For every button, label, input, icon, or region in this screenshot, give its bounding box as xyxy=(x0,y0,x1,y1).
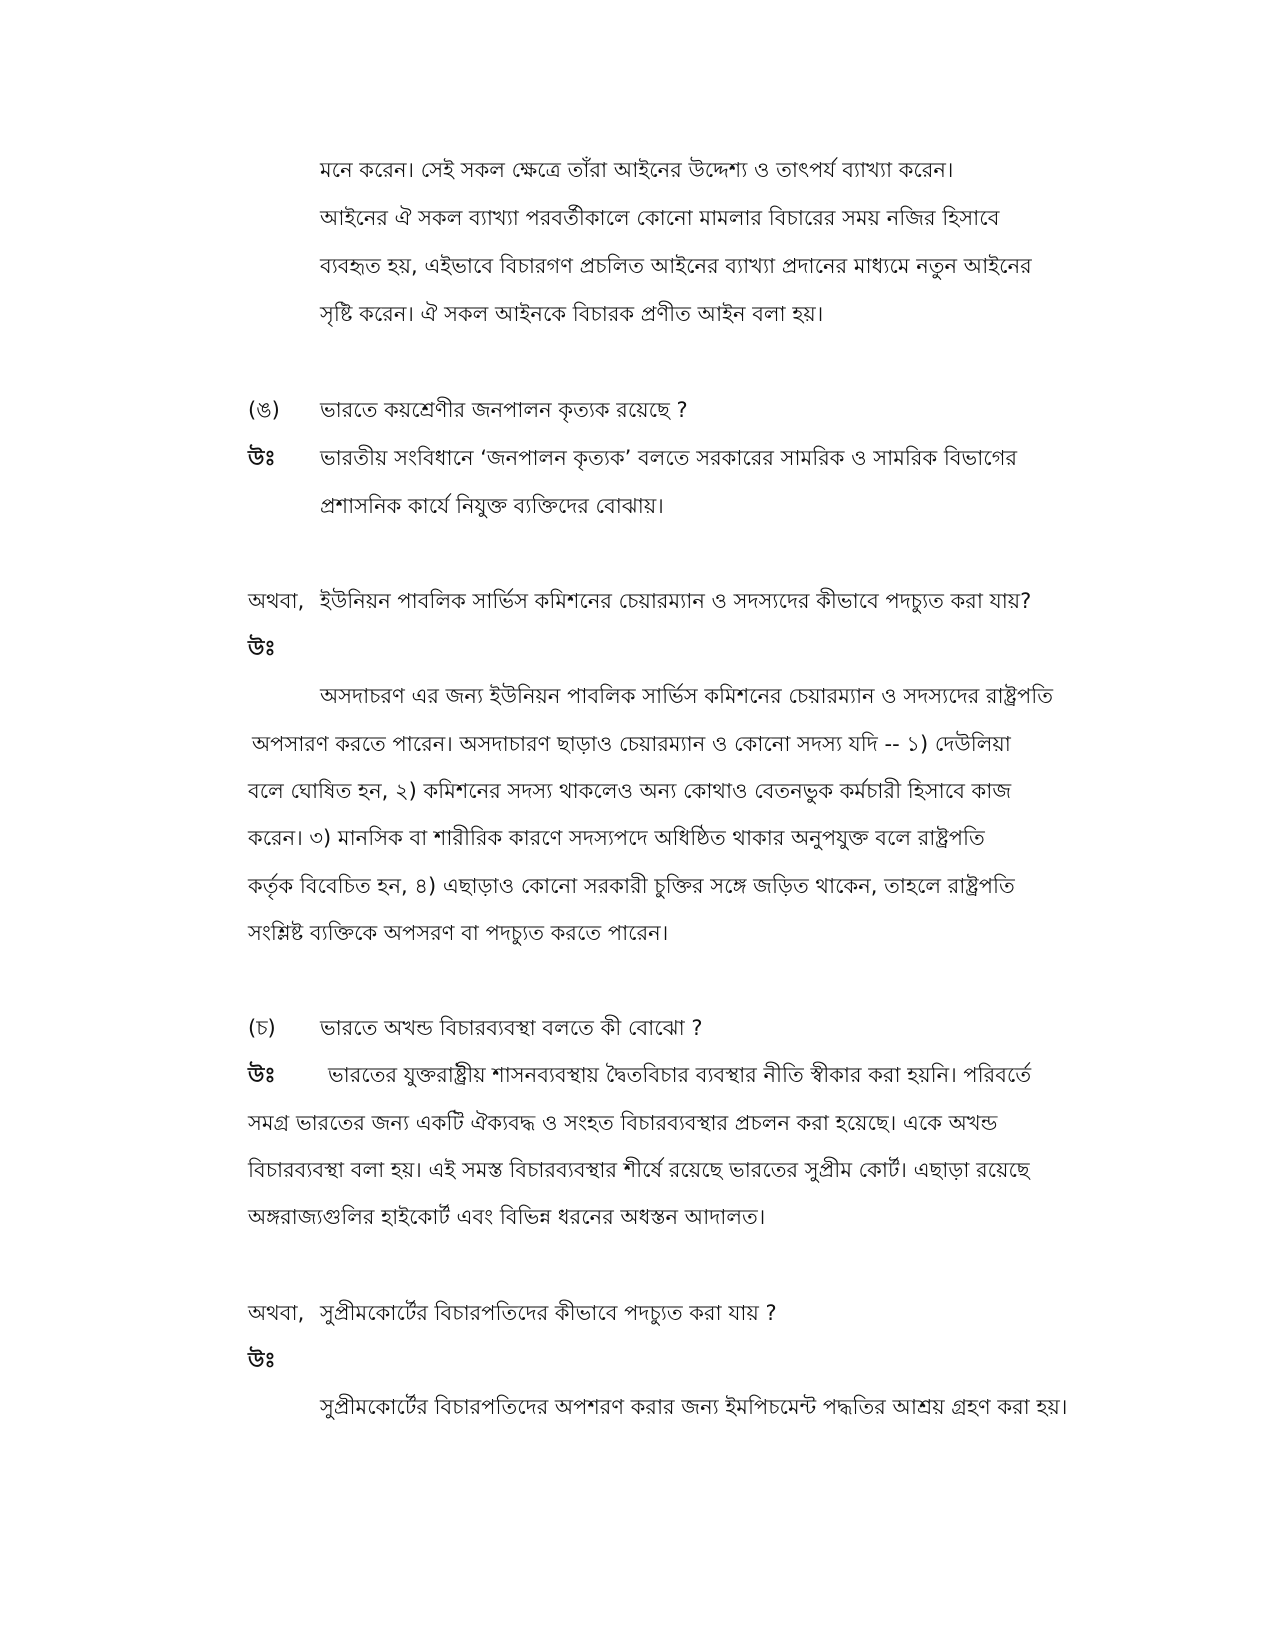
or-prefix: অথবা, xyxy=(248,1301,305,1325)
answer-line: বিচারব্যবস্থা বলা হয়। এই সমস্ত বিচারব্যবস্থার শীর্ষে রয়েছে ভারতের সুপ্রীম কোর্ট। এছাড়া রয়েছে xyxy=(248,1158,1030,1182)
answer-label: উঃ xyxy=(248,1348,276,1372)
answer-line: সমগ্র ভারতের জন্য একটি ঐক্যবদ্ধ ও সংহত বিচারব্যবস্থার প্রচলন করা হয়েছে। একে অখন্ড xyxy=(248,1111,998,1135)
answer-line: অসদাচরণ এর জন্য ইউনিয়ন পাবলিক সার্ভিস কমিশনের চেয়ারম্যান ও সদস্যদের রাষ্ট্রপতি xyxy=(320,684,1053,708)
question-text: ইউনিয়ন পাবলিক সার্ভিস কমিশনের চেয়ারম্যান ও সদস্যদের কীভাবে পদচ্যুত করা যায়? xyxy=(320,589,1032,613)
answer-line: করেন। ৩) মানসিক বা শারীরিক কারণে সদস্যপদে অধিষ্ঠিত থাকার অনুপযুক্ত বলে রাষ্ট্রপতি xyxy=(248,826,985,850)
paragraph-line: ব্যবহৃত হয়, এইভাবে বিচারগণ প্রচলিত আইনের ব্যাখ্যা প্রদানের মাধ্যমে নতুন আইনের xyxy=(320,254,1032,278)
answer-line: ভারতের যুক্তরাষ্ট্রীয় শাসনব্যবস্থায় দ্বৈতবিচার ব্যবস্থার নীতি স্বীকার করা হয়নি। পরিবর্তে xyxy=(328,1063,1032,1087)
answer-label: উঃ xyxy=(248,636,276,660)
question-number: (চ) xyxy=(248,1016,276,1040)
paragraph-line: আইনের ঐ সকল ব্যাখ্যা পরবর্তীকালে কোনো মামলার বিচারের সময় নজির হিসাবে xyxy=(320,206,1000,230)
answer-line: অপসারণ করতে পারেন। অসদাচারণ ছাড়াও চেয়ারম্যান ও কোনো সদস্য যদি -- ১) দেউলিয়া xyxy=(252,732,1011,756)
answer-line: অঙ্গরাজ্যগুলির হাইকোর্ট এবং বিভিন্ন ধরনের অধস্তন আদালত। xyxy=(248,1205,766,1229)
answer-line: কর্তৃক বিবেচিত হন, ৪) এছাড়াও কোনো সরকারী চুক্তির সঙ্গে জড়িত থাকেন, তাহলে রাষ্ট্রপতি xyxy=(248,874,1015,898)
answer-label: উঃ xyxy=(248,1063,276,1087)
question-text: ভারতে অখন্ড বিচারব্যবস্থা বলতে কী বোঝো ? xyxy=(320,1016,703,1040)
paragraph-line: সৃষ্টি করেন। ঐ সকল আইনকে বিচারক প্রণীত আইন বলা হয়। xyxy=(320,302,824,326)
or-prefix: অথবা, xyxy=(248,589,305,613)
answer-line: সুপ্রীমকোর্টের বিচারপতিদের অপশরণ করার জন্য ইমপিচমেন্ট পদ্ধতির আশ্রয় গ্রহণ করা হয়। xyxy=(320,1395,1068,1419)
answer-line: প্রশাসনিক কার্যে নিযুক্ত ব্যক্তিদের বোঝায়। xyxy=(320,494,664,518)
question-text: সুপ্রীমকোর্টের বিচারপতিদের কীভাবে পদচ্যুত করা যায় ? xyxy=(320,1301,777,1325)
answer-label: উঃ xyxy=(248,446,276,470)
question-number: (ঙ) xyxy=(248,398,280,422)
paragraph-line: মনে করেন। সেই সকল ক্ষেত্রে তাঁরা আইনের উদ্দেশ্য ও তাৎপর্য ব্যাখ্যা করেন। xyxy=(320,158,954,182)
question-text: ভারতে কয়শ্রেণীর জনপালন কৃত্যক রয়েছে ? xyxy=(320,398,688,422)
answer-line: ভারতীয় সংবিধানে ‘জনপালন কৃত্যক’ বলতে সরকারের সামরিক ও সামরিক বিভাগের xyxy=(320,446,1018,470)
answer-line: সংশ্লিষ্ট ব্যক্তিকে অপসরণ বা পদচ্যুত করতে পারেন। xyxy=(248,921,669,945)
answer-line: বলে ঘোষিত হন, ২) কমিশনের সদস্য থাকলেও অন্য কোথাও বেতনভুক কর্মচারী হিসাবে কাজ xyxy=(248,779,1012,803)
